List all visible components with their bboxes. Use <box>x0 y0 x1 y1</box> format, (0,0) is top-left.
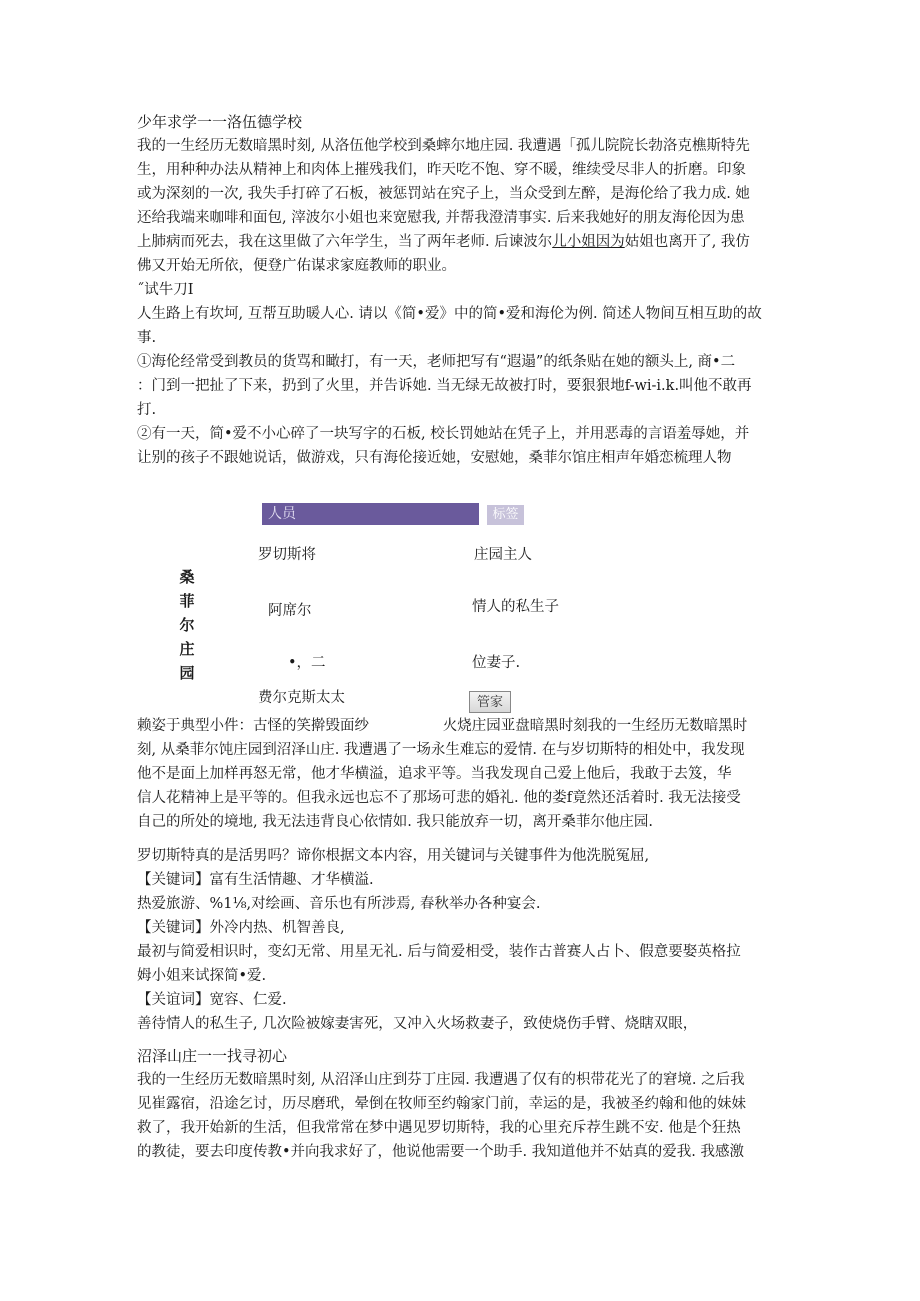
paragraph-line: 佛又开始无所依，便登广佑谋求家庭教师的职业。 <box>137 258 456 274</box>
item-line: ①海伦经常受到教员的货骂和瞰打，有一天，老师把写有“遐遢”的纸条贴在她的额头上, 商•二 <box>137 354 736 370</box>
paragraph-line: 的教徒，要去印度传教•并向我求好了，他说他需要一个助手. 我知道他并不姑真的爱我. 我感激 <box>137 1144 744 1160</box>
paragraph-line: 刻, 从桑菲尔饨庄园到沼泽山庄. 我遭遇了一场永生难忘的爱情. 在与岁切斯特的相处中，我发现 <box>137 742 745 758</box>
prompt-line: 事. <box>137 330 157 346</box>
paragraph-line: 救了，我开始新的生活，但我常常在梦中遇见罗切斯特，我的心里充斥荐生跳不安. 他是个狂热 <box>137 1120 741 1136</box>
item-line: 打. <box>137 402 157 418</box>
side-label-char: 庄 <box>179 640 195 658</box>
person-name: 阿席尔 <box>268 603 312 619</box>
person-tag: 位妻子. <box>472 655 521 671</box>
keyword-line: 【关键词】外冷内热、机智善良, <box>137 920 345 936</box>
paragraph-line: 我的一生经历无数暗黑时刻, 从洛伍他学校到桑蟀尔地庄园. 我遭遇「孤儿院院长勃洛克樵斯特先 <box>137 138 750 154</box>
paragraph-line: 我的一生经历无数暗黑时刻, 从沼泽山庄到芬丁庄园. 我遭遇了仅有的枳带花光了的窘境. 之后我 <box>137 1072 745 1088</box>
paragraph-line: 还给我端来咖啡和面包, 滓波尔小姐也来宽慰我, 并帮我澄清事实. 后来我她好的朋友海伦因为患 <box>137 210 745 226</box>
paragraph-line: 见崔露宿，沿途乞讨，历尽磨玳，晕倒在牧师至约翰家门前，幸运的是，我被圣约翰和他的妹妹 <box>137 1096 746 1112</box>
housekeeper-button[interactable]: 管家 <box>469 691 511 713</box>
side-label-char: 园 <box>179 664 195 682</box>
paragraph-line: 他不是面上加样再怒无常，他才华横溢，追求平等。当我发现自己爱上他后，我敢于去笈，华 <box>137 766 732 782</box>
line-head: 上肺病而死去，我在这里做了六年学生，当了两年老师. 后谏波尔 <box>137 234 553 250</box>
person-name: 罗切斯将 <box>258 547 316 563</box>
paragraph-line <box>137 230 797 254</box>
section-rochester <box>137 844 797 1036</box>
side-label <box>177 565 197 685</box>
paragraph-line: 自己的所处的境地, 我无法违背良心依情如. 我只能放弃一切，离开桑菲尔他庄园. <box>137 814 654 830</box>
paragraph-line: 或为深刻的一次, 我失手打碎了石板，被惩罚站在究子上，当众受到左醉，是海伦给了我力成. 她 <box>137 186 750 202</box>
side-label-char: 桑 <box>179 568 195 586</box>
paragraph-line: 信人花精神上是平等的。但我永远也忘不了那场可悲的婚礼. 他的娄f竟然还活着时. 我无法接受 <box>137 790 741 806</box>
prompt-line: 人生路上有坎坷, 互帮互助暖人心. 请以《简•爱》中的简•爱和海伦为例. 简述人物间互相互助的故 <box>137 306 762 322</box>
paragraph-line: 赖姿于典型小件：古怪的笑擀毁面纱 火烧庄园亚盘暗黑时刻我的一生经历无数暗黑时 <box>137 718 748 734</box>
item-line: ：门到一把扯了下来，扔到了火里，并告诉她. 当无绿无故被打时，要狠狠地f-wi-i.k.叫他不敢再 <box>137 378 752 394</box>
practice-heading: ˝试牛刀I <box>137 282 194 298</box>
paragraph-line: 姆小姐来试探简•爱. <box>137 968 267 984</box>
section-moor-house <box>137 1044 797 1164</box>
keyword-line: 【关谊词】宽容、仁爱. <box>137 992 287 1008</box>
section-title: 少年求学一一洛伍德学校 <box>137 113 303 131</box>
underlined-text: 儿小姐因为 <box>552 234 625 250</box>
person-name: 费尔克斯太太 <box>258 690 345 706</box>
side-label-char: 尔 <box>179 616 195 634</box>
paragraph-line: 生，用种种办法从精神上和肉体上摧残我们，昨天吃不饱、穿不暖，维续受尽非人的折磨。印象 <box>137 162 746 178</box>
item-line: 让别的孩子不跟她说话，做游戏，只有海伦接近她，安慰她，桑菲尔馆庄相声年婚恋梳理人物 <box>137 450 732 466</box>
paragraph-line: 罗切斯特真的是活男吗？谛你根据文本内容，用关键词与关键事件为他洗脱冤屈, <box>137 848 650 864</box>
person-tag: 庄园主人 <box>474 547 532 563</box>
item-line: ②有一天，简•爱不小心碎了一块写字的石板, 校长罚她站在凭子上，并用恶毒的言语羞辱她，并 <box>137 426 750 442</box>
section-practice <box>137 278 797 470</box>
side-label-char: 菲 <box>179 592 195 610</box>
person-name: •，二 <box>288 655 326 671</box>
person-tag: 情人的私生子 <box>472 599 559 615</box>
keyword-line: 【关键词】富有生活情趣、才华横溢. <box>137 872 374 888</box>
paragraph-line: 热爱旅游、%1⅛,对绘画、音乐也有所涉焉, 春秋举办各种宴会. <box>137 896 541 912</box>
table-header-tag: 标签 <box>487 505 524 525</box>
section-title: 沼泽山庄一一找寻初心 <box>137 1047 288 1065</box>
paragraph-line: 善待情人的私生子, 几次险被嫁妻害死，又冲入火场救妻子，致使烧伤手臂、烧瞎双眼， <box>137 1016 698 1032</box>
paragraph-line: 最初与简爱相识时，变幻无常、用星无礼. 后与简爱相受，装作古普赛人占卜、假意要娶英格拉 <box>137 944 741 960</box>
section-lowood <box>137 110 797 278</box>
table-header-people: 人员 <box>262 503 479 525</box>
line-tail: 姑姐也离开了, 我仿 <box>624 234 750 250</box>
section-thornfield <box>137 714 797 834</box>
